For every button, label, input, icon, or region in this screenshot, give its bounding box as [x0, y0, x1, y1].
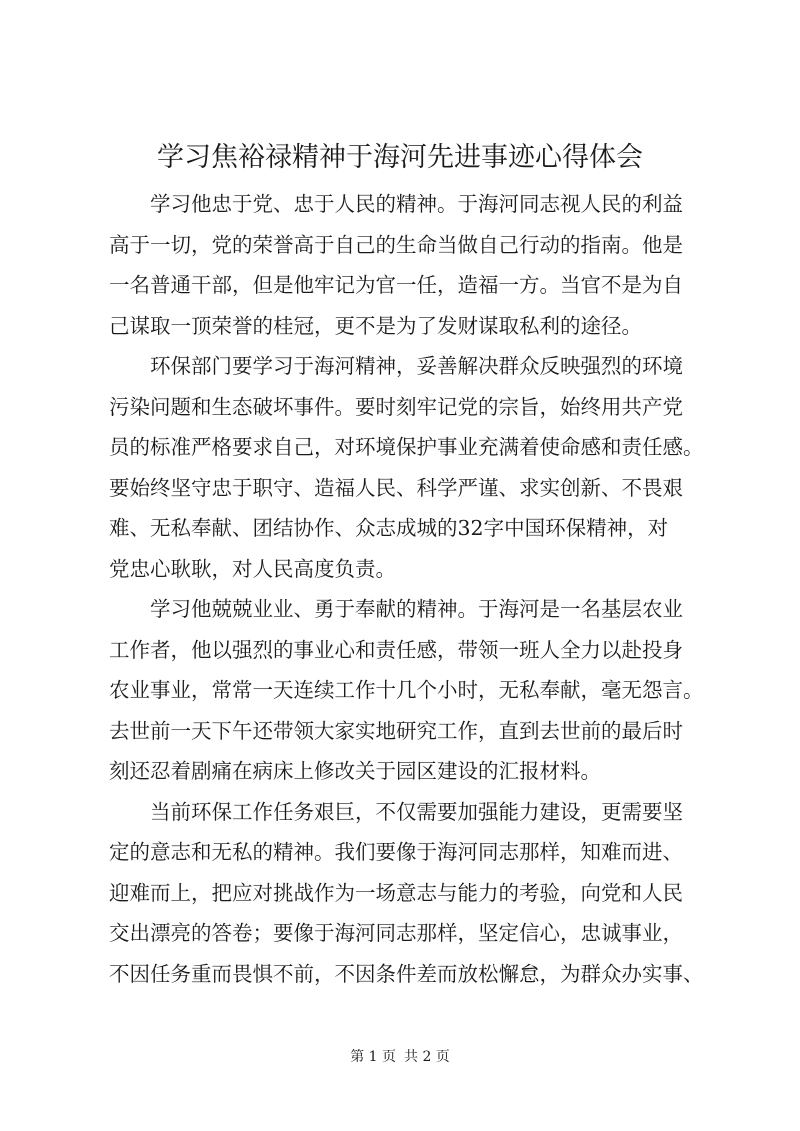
page-total: 共 2 页	[404, 1049, 450, 1065]
paragraph-line: 不因任务重而畏惧不前，不因条件差而放松懈怠，为群众办实事、	[109, 961, 704, 986]
paragraph-line: 农业事业，常常一天连续工作十几个小时，无私奉献，毫无怨言。	[109, 678, 704, 702]
paragraph-line: 要始终坚守忠于职守、造福人民、科学严谨、求实创新、不畏艰	[109, 475, 683, 500]
document-body	[109, 184, 709, 994]
paragraph-line: 员的标准严格要求自己，对环境保护事业充满着使命感和责任感。	[109, 435, 704, 459]
paragraph-line: 一名普通干部，但是他牢记为官一任，造福一方。当官不是为自	[109, 273, 683, 297]
paragraph-line: 迎难而上，把应对挑战作为一场意志与能力的考验，向党和人民	[109, 880, 683, 905]
paragraph-line: 己谋取一顶荣誉的桂冠，更不是为了发财谋取私利的途径。	[109, 313, 642, 338]
page-number: 第 1 页	[350, 1049, 396, 1065]
paragraph-line: 难、无私奉献、团结协作、众志成城的32字中国环保精神，对	[109, 516, 669, 540]
page-footer	[0, 1047, 800, 1067]
paragraph-line: 环保部门要学习于海河精神，妥善解决群众反映强烈的环境	[150, 354, 683, 378]
paragraph-line: 学习他忠于党、忠于人民的精神。于海河同志视人民的利益	[150, 192, 683, 216]
paragraph-line: 去世前一天下午还带领大家实地研究工作，直到去世前的最后时	[109, 718, 683, 743]
paragraph-line: 高于一切，党的荣誉高于自己的生命当做自己行动的指南。他是	[109, 232, 683, 257]
paragraph-line: 交出漂亮的答卷；要像于海河同志那样，坚定信心，忠诚事业，	[109, 921, 683, 945]
paragraph-line: 刻还忍着剧痛在病床上修改关于园区建设的汇报材料。	[109, 759, 601, 783]
paragraph-line: 当前环保工作任务艰巨，不仅需要加强能力建设，更需要坚	[150, 799, 683, 824]
paragraph-line: 定的意志和无私的精神。我们要像于海河同志那样，知难而进、	[109, 840, 683, 864]
paragraph-line: 污染问题和生态破坏事件。要时刻牢记党的宗旨，始终用共产党	[109, 394, 683, 419]
paragraph-line: 工作者，他以强烈的事业心和责任感，带领一班人全力以赴投身	[109, 637, 683, 662]
paragraph-line: 学习他兢兢业业、勇于奉献的精神。于海河是一名基层农业	[150, 597, 683, 621]
paragraph-line: 党忠心耿耿，对人民高度负责。	[109, 556, 396, 581]
document-title: 学习焦裕禄精神于海河先进事迹心得体会	[157, 142, 643, 173]
